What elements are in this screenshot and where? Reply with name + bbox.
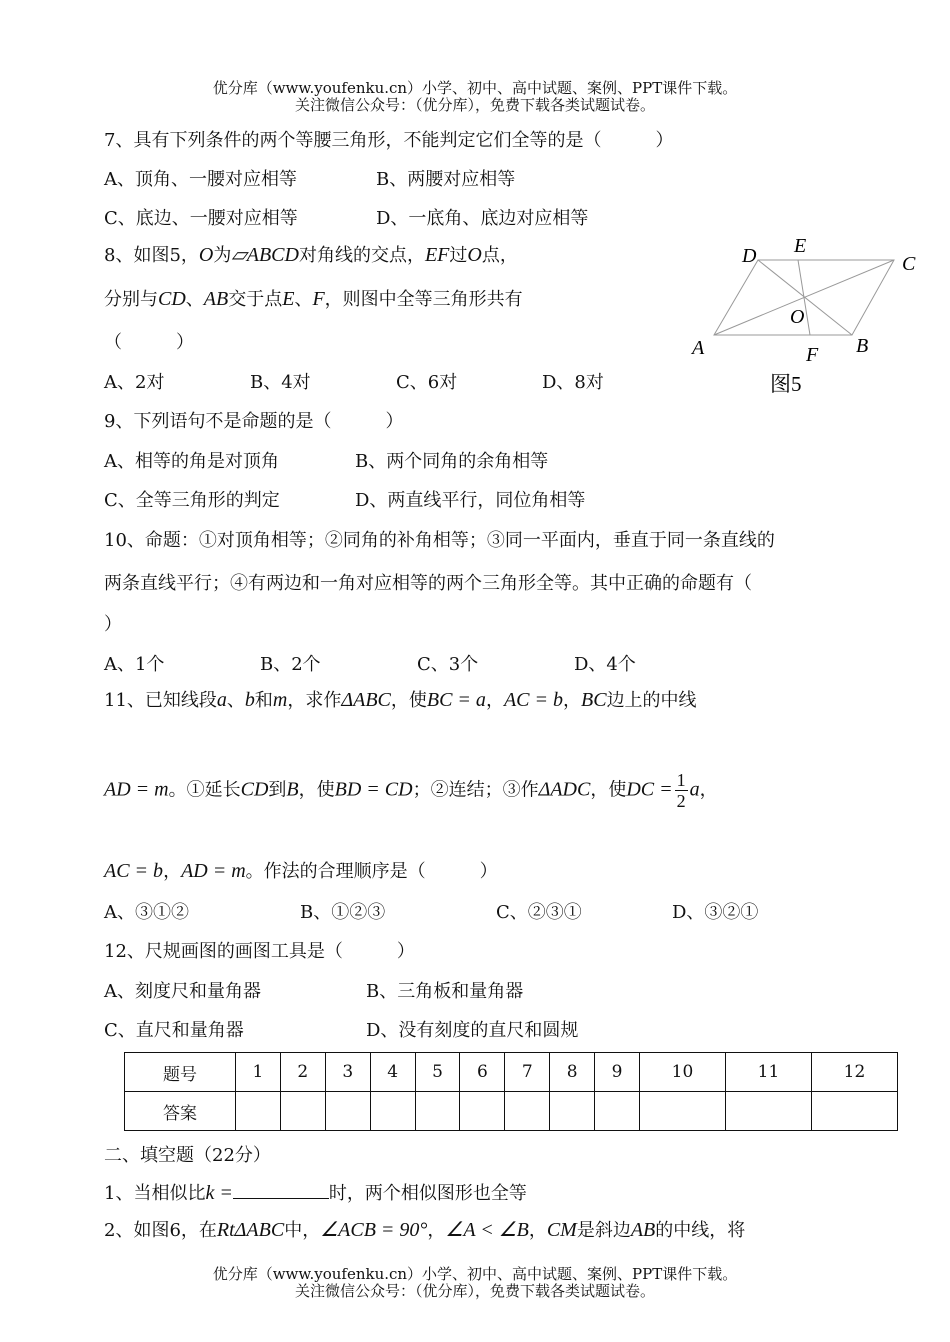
answer-cell[interactable] (415, 1092, 460, 1131)
s2-q1: 1、当相似比k = 时，两个相似图形也全等 (104, 1182, 527, 1204)
answer-table (124, 1052, 898, 1131)
q9-stem: 9、下列语句不是命题的是（ ） (104, 411, 404, 432)
q12-stem: 12、尺规画图的画图工具是（ ） (104, 941, 415, 962)
question-number: 10 (640, 1053, 726, 1092)
header-line-1: 优分库（www.youfenku.cn）小学、初中、高中试题、案例、PPT课件下载。 (212, 79, 738, 97)
label-a: A (692, 337, 705, 359)
q11-line-2: AD = m。①延长CD到B，使BD = CD；②连结；③作ΔADC，使DC = $\frac{1}{2}$ a， (104, 770, 718, 811)
q9-option-b: B、两个同角的余角相等 (355, 451, 549, 472)
answer-cell[interactable] (550, 1092, 595, 1131)
answer-cell[interactable] (370, 1092, 415, 1131)
question-number: 5 (415, 1053, 460, 1092)
math-ef: EF (424, 244, 450, 266)
answer-cell[interactable] (811, 1092, 897, 1131)
q10-line-1: 10、命题：①对顶角相等；②同角的补角相等；③同一平面内，垂直于同一条直线的 (104, 530, 775, 551)
q8-line-1: 8、如图5，O为▱ABCD对角线的交点，EF过O点， (104, 244, 518, 266)
question-number: 7 (505, 1053, 550, 1092)
q8-option-d: D、8对 (542, 372, 604, 393)
q8-paren: （ ） (104, 332, 194, 353)
q10-option-a: A、1个 (104, 654, 165, 675)
footer-line-1: 优分库（www.youfenku.cn）小学、初中、高中试题、案例、PPT课件下载。 (212, 1265, 738, 1283)
q7-option-a: A、顶角、一腰对应相等 (104, 169, 297, 190)
q12-option-c: C、直尺和量角器 (104, 1020, 244, 1041)
fraction-one-half: $\frac{1}{2}$ (676, 770, 686, 811)
q10-option-c: C、3个 (417, 654, 479, 675)
q10-option-b: B、2个 (260, 654, 321, 675)
q7-option-b: B、两腰对应相等 (376, 169, 516, 190)
q9-option-a: A、相等的角是对顶角 (104, 451, 279, 472)
q11-option-c: C、②③① (496, 902, 582, 923)
answer-cell[interactable] (460, 1092, 505, 1131)
q11-option-b: B、①②③ (300, 902, 386, 923)
label-c: C (902, 253, 916, 275)
q12-option-a: A、刻度尺和量角器 (104, 981, 261, 1002)
label-d: D (742, 245, 757, 267)
q12-option-d: D、没有刻度的直尺和圆规 (366, 1020, 579, 1041)
q7-option-d: D、一底角、底边对应相等 (376, 208, 589, 229)
q11-option-d: D、③②① (672, 902, 759, 923)
question-number: 1 (236, 1053, 281, 1092)
answer-label: 答案 (125, 1092, 236, 1131)
answer-cell[interactable] (640, 1092, 726, 1131)
q7-option-c: C、底边、一腰对应相等 (104, 208, 298, 229)
q10-line-2: 两条直线平行；④有两边和一角对应相等的两个三角形全等。其中正确的命题有（ (104, 573, 752, 594)
s2-q2: 2、如图6，在RtΔABC中，∠ACB = 90°，∠A < ∠B，CM是斜边AB的中线，将 (104, 1219, 746, 1241)
answer-cell[interactable] (725, 1092, 811, 1131)
question-number: 11 (725, 1053, 811, 1092)
math-parallelogram: ▱ABCD (231, 244, 299, 266)
q8-option-c: C、6对 (396, 372, 458, 393)
q12-option-b: B、三角板和量角器 (366, 981, 524, 1002)
q11-option-a: A、③①② (104, 902, 189, 923)
question-number: 6 (460, 1053, 505, 1092)
section-2-title: 二、填空题（22分） (104, 1145, 271, 1166)
label-o: O (790, 306, 805, 328)
math-o: O (198, 244, 214, 266)
fill-blank[interactable] (233, 1182, 329, 1199)
question-number: 12 (811, 1053, 897, 1092)
q8-option-a: A、2对 (104, 372, 165, 393)
answer-cell[interactable] (325, 1092, 370, 1131)
question-number: 2 (280, 1053, 325, 1092)
table-row (125, 1092, 898, 1131)
q9-option-d: D、两直线平行，同位角相等 (355, 490, 586, 511)
answer-cell[interactable] (236, 1092, 281, 1131)
figure-caption: 图5 (770, 372, 802, 396)
question-number: 4 (370, 1053, 415, 1092)
math-o2: O (467, 244, 482, 266)
q10-line-3: ） (104, 614, 122, 635)
q9-option-c: C、全等三角形的判定 (104, 490, 280, 511)
diagonal-bd (758, 260, 852, 335)
header-line-2: 关注微信公众号：（优分库），免费下载各类试题试卷。 (294, 96, 655, 114)
q8-option-b: B、4对 (250, 372, 311, 393)
q10-option-d: D、4个 (574, 654, 636, 675)
answer-cell[interactable] (505, 1092, 550, 1131)
label-f: F (806, 344, 819, 366)
question-number: 3 (325, 1053, 370, 1092)
q11-line-3: AC = b，AD = m。作法的合理顺序是（ ） (104, 860, 498, 882)
label-e: E (794, 235, 807, 257)
label-b: B (856, 335, 869, 357)
question-number: 9 (595, 1053, 640, 1092)
table-row (125, 1053, 898, 1092)
answer-cell[interactable] (595, 1092, 640, 1131)
q8-line-2: 分别与CD、AB交于点E、F，则图中全等三角形共有 (104, 288, 523, 310)
answer-cell[interactable] (280, 1092, 325, 1131)
figure-5 (680, 228, 930, 403)
q7-stem: 7、具有下列条件的两个等腰三角形，不能判定它们全等的是（ ） (104, 130, 674, 151)
q11-line-1: 11、已知线段a、b和m，求作ΔABC，使BC = a，AC = b，BC边上的中线 (104, 689, 697, 711)
footer-line-2: 关注微信公众号：（优分库），免费下载各类试题试卷。 (294, 1282, 655, 1300)
header-label: 题号 (125, 1053, 236, 1092)
question-number: 8 (550, 1053, 595, 1092)
